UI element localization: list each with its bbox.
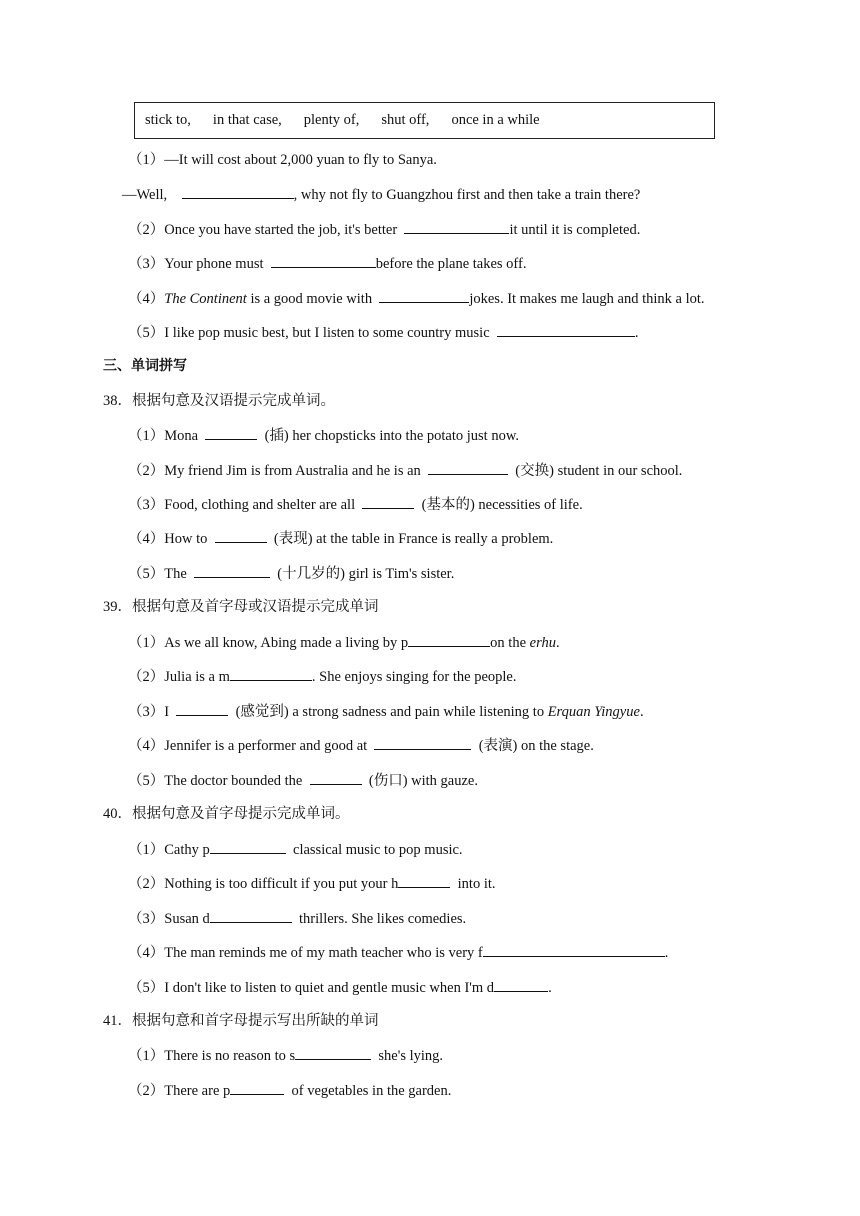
question-line: （4）Jennifer is a performer and good at (表演) on the stage. — [128, 735, 594, 756]
question-line: （4）The Continent is a good movie with jokes. It makes me laugh and think a lot. — [128, 288, 705, 309]
question-line: （2）There are p of vegetables in the garden. — [128, 1080, 451, 1101]
question-line: （2）Julia is a m . She enjoys singing for the people. — [128, 666, 517, 687]
answer-blank[interactable] — [310, 770, 362, 785]
question-line: （1）Mona (插) her chopsticks into the potato just now. — [128, 425, 519, 446]
answer-blank[interactable] — [182, 184, 294, 199]
answer-blank[interactable] — [230, 666, 312, 681]
question-title: 40．根据句意及首字母提示完成单词。 — [103, 806, 350, 822]
answer-blank[interactable] — [494, 977, 548, 992]
answer-blank[interactable] — [215, 528, 267, 543]
answer-blank[interactable] — [176, 701, 228, 716]
answer-blank[interactable] — [205, 425, 257, 440]
question-line: （3）I (感觉到) a strong sadness and pain while listening to Erquan Yingyue. — [128, 701, 644, 722]
question-line: （1）—It will cost about 2,000 yuan to fly to Sanya. — [128, 152, 437, 168]
answer-blank[interactable] — [428, 460, 508, 475]
phrase-item: plenty of, — [303, 112, 360, 128]
answer-blank[interactable] — [295, 1045, 371, 1060]
question-line: （5）I don't like to listen to quiet and gentle music when I'm d . — [128, 977, 552, 998]
answer-blank[interactable] — [194, 563, 270, 578]
question-line: （1）Cathy p classical music to pop music. — [128, 839, 463, 860]
answer-blank[interactable] — [210, 908, 292, 923]
question-title: 39．根据句意及首字母或汉语提示完成单词 — [103, 599, 379, 615]
question-title: 38．根据句意及汉语提示完成单词。 — [103, 393, 335, 409]
question-line: （2）Nothing is too difficult if you put your h into it. — [128, 873, 496, 894]
question-line: （2）Once you have started the job, it's better it until it is completed. — [128, 219, 640, 240]
question-line: （3）Your phone must before the plane takes off. — [128, 253, 526, 274]
question-line: （3）Susan d thrillers. She likes comedies. — [128, 908, 466, 929]
phrase-item: in that case, — [212, 112, 282, 128]
answer-blank[interactable] — [398, 873, 450, 888]
answer-blank[interactable] — [230, 1080, 284, 1095]
question-line: （5）I like pop music best, but I listen to some country music . — [128, 322, 639, 343]
section-heading: 三、单词拼写 — [103, 358, 187, 374]
answer-blank[interactable] — [271, 253, 376, 268]
question-line: （4）The man reminds me of my math teacher who is very f . — [128, 942, 668, 963]
phrase-box — [134, 102, 715, 139]
question-title: 41．根据句意和首字母提示写出所缺的单词 — [103, 1013, 379, 1029]
question-line: （1）As we all know, Abing made a living by p on the erhu. — [128, 632, 560, 653]
answer-blank[interactable] — [379, 288, 469, 303]
phrase-item: shut off, — [381, 112, 430, 128]
answer-blank[interactable] — [404, 219, 509, 234]
phrase-item: once in a while — [451, 112, 540, 128]
question-line: （3）Food, clothing and shelter are all (基本的) necessities of life. — [128, 494, 583, 515]
question-line: （4）How to (表现) at the table in France is really a problem. — [128, 528, 553, 549]
phrase-item: stick to, — [145, 112, 191, 128]
answer-blank[interactable] — [362, 494, 414, 509]
question-line: （5）The (十几岁的) girl is Tim's sister. — [128, 563, 454, 584]
answer-blank[interactable] — [483, 942, 665, 957]
question-line: —Well, , why not fly to Guangzhou first and then take a train there? — [122, 184, 640, 205]
question-line: （5）The doctor bounded the (伤口) with gauze. — [128, 770, 478, 791]
answer-blank[interactable] — [497, 322, 635, 337]
answer-blank[interactable] — [408, 632, 490, 647]
question-line: （2）My friend Jim is from Australia and he is an (交换) student in our school. — [128, 460, 682, 481]
question-line: （1）There is no reason to s she's lying. — [128, 1045, 443, 1066]
answer-blank[interactable] — [210, 839, 286, 854]
answer-blank[interactable] — [374, 735, 471, 750]
